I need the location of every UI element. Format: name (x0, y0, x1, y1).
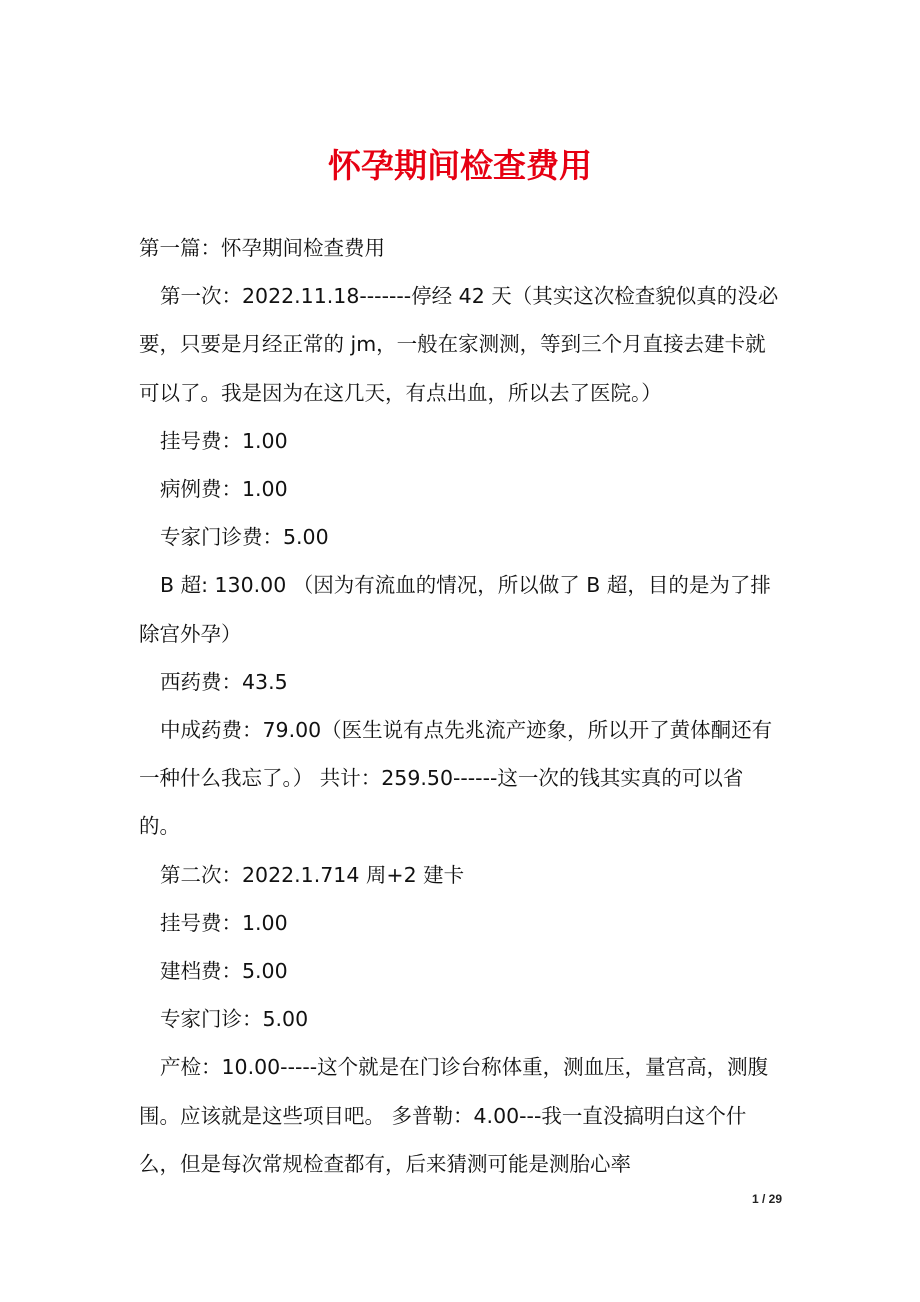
paragraph-file-fee: 建档费：5.00 (160, 959, 288, 984)
paragraph-specialist-fee: 专家门诊费：5.00 (160, 525, 329, 550)
paragraph-second-visit: 第二次：2022.1.714 周+2 建卡 (160, 862, 465, 887)
paragraph-ultrasound-fee: B 超: 130.00 （因为有流血的情况，所以做了 B 超，目的是为了排除宫外孕） (139, 573, 771, 646)
paragraph-chinese-medicine-fee: 中成药费：79.00（医生说有点先兆流产迹象，所以开了黄体酮还有一种什么我忘了。） 共计：259.50------这一次的钱其实真的可以省的。 (139, 718, 773, 839)
paragraph-western-medicine-fee: 西药费：43.5 (160, 669, 288, 694)
paragraph-registration-fee-2: 挂号费：1.00 (160, 910, 288, 935)
paragraph-registration-fee: 挂号费：1.00 (160, 428, 288, 453)
section-heading: 第一篇：怀孕期间检查费用 (139, 236, 385, 260)
document-title: 怀孕期间检查费用 (328, 146, 592, 185)
paragraph-case-fee: 病例费：1.00 (160, 477, 288, 502)
paragraph-specialist-clinic: 专家门诊：5.00 (160, 1007, 309, 1032)
paragraph-first-visit: 第一次：2022.11.18-------停经 42 天（其实这次检查貌似真的没必要，只要是月经正常的 jm，一般在家测测，等到三个月直接去建卡就可以了。我是因为在这几天，有点出血，所以去了医院。） (139, 284, 779, 405)
page-number: 1 / 29 (751, 1192, 782, 1206)
document-body (139, 224, 784, 1188)
paragraph-prenatal-check: 产检：10.00-----这个就是在门诊台称体重，测血压，量宫高，测腹围。应该就是这些项目吧。 多普勒：4.00---我一直没搞明白这个什么，但是每次常规检查都有，后来猜测可能是测胎心率 (139, 1055, 769, 1176)
